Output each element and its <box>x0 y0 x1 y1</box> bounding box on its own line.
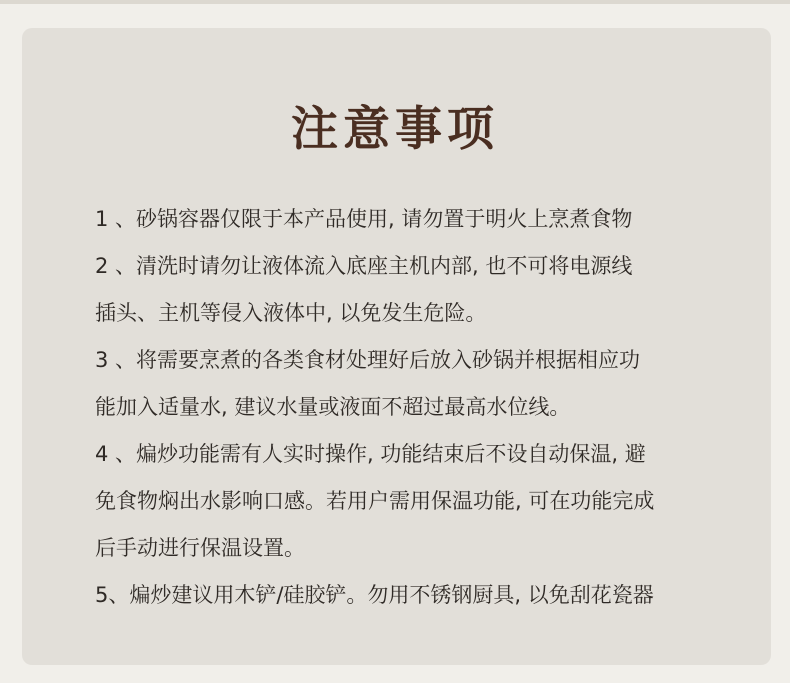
top-divider <box>0 0 790 4</box>
notice-line: 后手动进行保温设置。 <box>95 536 305 560</box>
notice-item-5 <box>95 572 735 619</box>
page-title: 注意事项 <box>291 102 499 157</box>
notice-line: 免食物焖出水影响口感。若用户需用保温功能, 可在功能完成 <box>95 489 655 513</box>
notice-item-2 <box>95 243 735 337</box>
notice-item-4 <box>95 431 735 572</box>
notice-list <box>95 196 735 619</box>
notice-item-3 <box>95 337 735 431</box>
notice-line: 4 、煸炒功能需有人实时操作, 功能结束后不设自动保温, 避 <box>95 442 646 466</box>
notice-line: 5、煸炒建议用木铲/硅胶铲。勿用不锈钢厨具, 以免刮花瓷器 <box>95 583 654 607</box>
notice-line: 3 、将需要烹煮的各类食材处理好后放入砂锅并根据相应功 <box>95 348 641 372</box>
notice-line: 1 、砂锅容器仅限于本产品使用, 请勿置于明火上烹煮食物 <box>95 207 633 231</box>
notice-line: 2 、清洗时请勿让液体流入底座主机内部, 也不可将电源线 <box>95 254 633 278</box>
notice-line: 插头、主机等侵入液体中, 以免发生危险。 <box>95 301 487 325</box>
notice-line: 能加入适量水, 建议水量或液面不超过最高水位线。 <box>95 395 571 419</box>
notice-item-1 <box>95 196 735 243</box>
